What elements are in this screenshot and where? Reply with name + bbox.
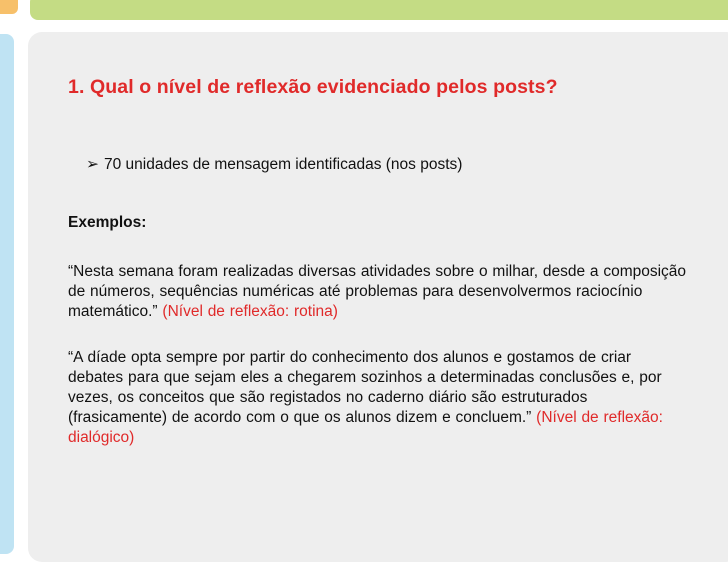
arrow-bullet-icon: ➢ (86, 156, 99, 173)
quote-text: “A díade opta sempre por partir do conhecimento dos alunos e gostamos de criar debates para que sejam eles a chegarem sozinhos a determinadas conclusões e, por vezes, os conceitos que são registados no caderno diário são estruturados (frasicamente) de acordo com o que os alunos dizem e concluem.” (68, 349, 662, 426)
bullet-text: 70 unidades de mensagem identificadas (nos posts) (104, 156, 463, 173)
quote-text: “Nesta semana foram realizadas diversas atividades sobre o milhar, desde a composição de números, sequências numéricas até problemas para desenvolvermos raciocínio matemático.” (68, 263, 687, 320)
bullet-item (86, 155, 462, 174)
green-accent-bar (30, 0, 728, 20)
reflection-level-label: (Nível de reflexão: rotina) (162, 303, 338, 320)
examples-heading: Exemplos: (68, 214, 147, 231)
example-quote-1 (68, 262, 688, 322)
reflection-level-label: (Nível de reflexão: dialógico) (68, 409, 663, 446)
orange-accent-bar (0, 0, 18, 14)
example-quote-2 (68, 348, 688, 448)
slide-title: 1. Qual o nível de reflexão evidenciado pelos posts? (68, 76, 558, 98)
blue-accent-bar (0, 34, 14, 554)
